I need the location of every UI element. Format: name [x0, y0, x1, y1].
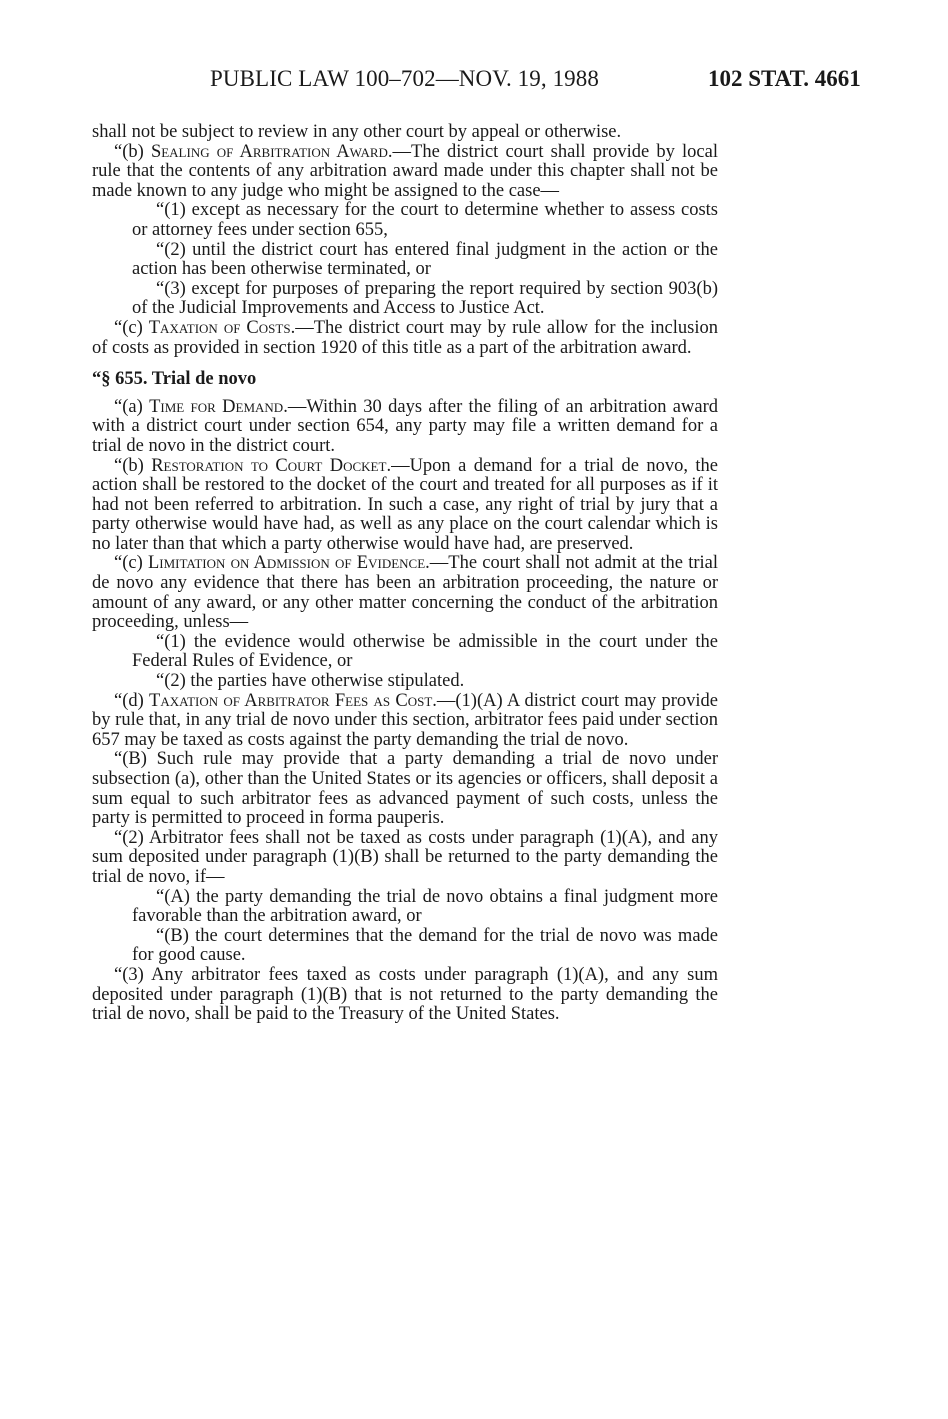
subparagraph-1: “(1) the evidence would otherwise be admissible in the court under the Federal Rules of Evidence, or	[132, 631, 718, 672]
subparagraph-3: “(3) except for purposes of preparing the report required by section 903(b) of the Judicial Improvements and Access to Justice Act.	[132, 278, 718, 319]
paragraph-c-limitation: “(c) Limitation on Admission of Evidence.—The court shall not admit at the trial de novo any evidence that there has been an arbitration proceeding, the nature or amount of any award, or any other matter concerning the conduct of the arbitration proceeding, unless—	[92, 553, 718, 633]
paragraph-caption: Taxation of Costs	[148, 317, 291, 338]
document-body	[92, 123, 718, 1025]
paragraph: shall not be subject to review in any other court by appeal or otherwise.	[92, 122, 622, 142]
running-header-title: PUBLIC LAW 100–702—NOV. 19, 1988	[210, 66, 599, 91]
subparagraph-2: “(2) until the district court has entered final judgment in the action or the action has been otherwise terminated, or	[132, 239, 718, 280]
paragraph-b-sealing: “(b) Sealing of Arbitration Award.—The district court shall provide by local rule that the contents of any arbitration award made under this chapter shall not be made known to any judge who might be assigned to the case—	[92, 141, 718, 201]
section-heading: “§ 655. Trial de novo	[92, 369, 257, 390]
paragraph-b-restoration: “(b) Restoration to Court Docket.—Upon a demand for a trial de novo, the action shall be restored to the docket of the court and treated for all purposes as if it had not been referred to arbitration. In such a case, any right of trial by jury that a party otherwise would have had, as well as any place on the court calendar which is no later than that which a party otherwise would have had, are preserved.	[92, 455, 718, 554]
paragraph-caption: Limitation on Admission of Evidence	[147, 553, 426, 574]
paragraph-d-arbitrator-fees: “(d) Taxation of Arbitrator Fees as Cost.—(1)(A) A district court may provide by rule that, in any trial de novo under this section, arbitrator fees paid under section 657 may be taxed as costs against the party demanding the trial de novo.	[92, 690, 718, 750]
paragraph: “(3) Any arbitrator fees taxed as costs under paragraph (1)(A), and any sum deposited under paragraph (1)(B) that is not returned to the party demanding the trial de novo, shall be paid to the Treasury of the United States.	[92, 964, 718, 1025]
stat-page-number: 102 STAT. 4661	[708, 66, 861, 91]
paragraph: “(2) Arbitrator fees shall not be taxed as costs under paragraph (1)(A), and any sum deposited under paragraph (1)(B) shall be returned to the party demanding the trial de novo, if—	[92, 827, 718, 887]
subparagraph-1: “(1) except as necessary for the court to determine whether to assess costs or attorney fees under section 655,	[132, 200, 718, 240]
paragraph-caption: Taxation of Arbitrator Fees as Cost	[149, 690, 433, 711]
paragraph-caption: Time for Demand	[149, 396, 284, 417]
paragraph: “(B) Such rule may provide that a party demanding a trial de novo under subsection (a), other than the United States or its agencies or officers, shall deposit a sum equal to such arbitrator fees as advanced payment of such costs, unless the party is permitted to proceed in forma pauperis.	[92, 749, 718, 829]
paragraph-a-time: “(a) Time for Demand.—Within 30 days after the filing of an arbitration award with a district court under section 654, any party may file a written demand for a trial de novo in the district court.	[92, 396, 718, 456]
paragraph-caption: Restoration to Court Docket	[151, 455, 387, 476]
subparagraph-2: “(2) the parties have otherwise stipulated.	[156, 671, 465, 692]
subparagraph-b: “(B) the court determines that the demand for the trial de novo was made for good cause.	[132, 925, 718, 966]
paragraph-caption: Sealing of Arbitration Award	[150, 141, 388, 162]
paragraph-c-taxation: “(c) Taxation of Costs.—The district court may by rule allow for the inclusion of costs as provided in section 1920 of this title as a part of the arbitration award.	[92, 317, 718, 358]
subparagraph-a: “(A) the party demanding the trial de novo obtains a final judgment more favorable than the arbitration award, or	[132, 886, 718, 927]
